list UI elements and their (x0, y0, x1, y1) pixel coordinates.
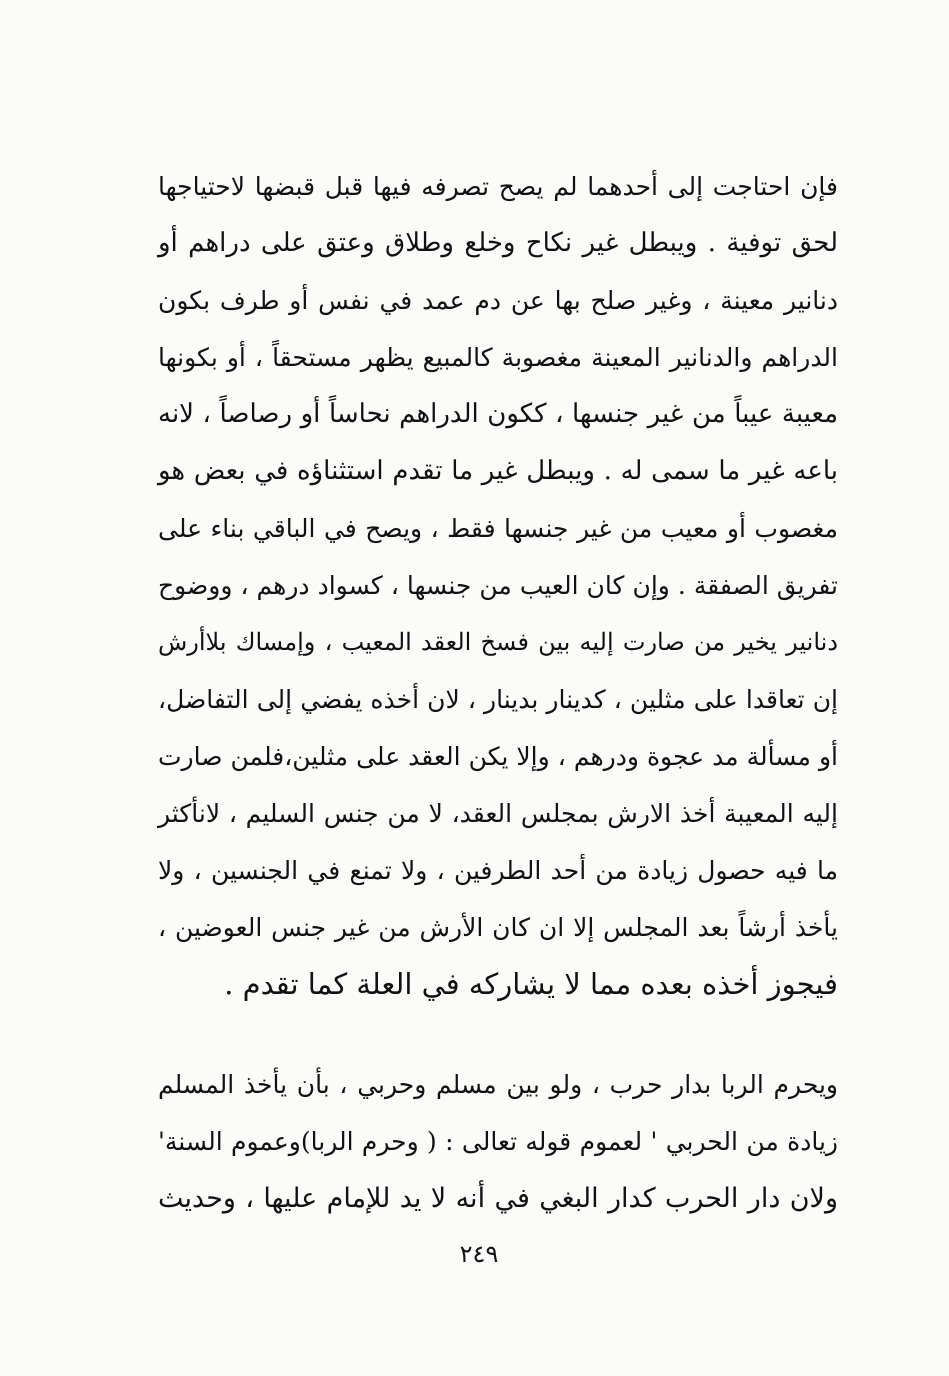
text-line: باعه غير ما سمى له . ويبطل غير ما تقدم استثناؤه في بعض هو (158, 456, 838, 486)
text-line: أو مسألة مد عجوة ودرهم ، وإلا يكن العقد على مثلين،فلمن صارت (158, 742, 838, 771)
paragraph-2 (158, 1056, 838, 1227)
text-line: دنانير معينة ، وغير صلح بها عن دم عمد في نفس أو طرف بكون (158, 286, 838, 315)
text-line: الدراهم والدنانير المعينة مغصوبة كالمبيع يظهر مستحقاً ، أو بكونها (158, 343, 838, 372)
text-line: لحق توفية . ويبطل غير نكاح وخلع وطلاق وعتق على دراهم أو (158, 228, 838, 258)
text-line: معيبة عيباً من غير جنسها ، ككون الدراهم نحاساً أو رصاصاً ، لانه (158, 399, 838, 429)
page-number: ٢٤٩ (459, 1240, 499, 1268)
text-line: دنانير يخير من صارت إليه بين فسخ العقد المعيب ، وإمساك بلاأرش (158, 628, 839, 656)
text-line: يأخذ أرشاً بعد المجلس إلا ان كان الأرش من غير جنس العوضين ، (158, 913, 838, 942)
paragraph-1 (158, 158, 838, 1013)
text-line: فيجوز أخذه بعده مما لا يشاركه في العلة كما تقدم . (224, 967, 838, 1001)
text-line: ما فيه حصول زيادة من أحد الطرفين ، ولا تمنع في الجنسين ، ولا (158, 856, 838, 885)
text-line: زيادة من الحربي ' لعموم قوله تعالى : ( وحرم الربا)وعموم السنة' (158, 1127, 838, 1156)
text-line: مغصوب أو معيب من غير جنسها فقط ، ويصح في الباقي بناء على (158, 514, 838, 543)
text-line: ويحرم الربا بدار حرب ، ولو بين مسلم وحربي ، بأن يأخذ المسلم (158, 1070, 838, 1099)
text-line: إن تعاقدا على مثلين ، كدينار بدينار ، لان أخذه يفضي إلى التفاضل، (158, 685, 838, 714)
text-line: تفريق الصفقة . وإن كان العيب من جنسها ، كسواد درهم ، ووضوح (158, 571, 838, 600)
text-line: ولان دار الحرب كدار البغي في أنه لا يد للإمام عليها ، وحديث (158, 1183, 838, 1214)
text-line: إليه المعيبة أخذ الارش بمجلس العقد، لا من جنس السليم ، لانأكثر (158, 799, 838, 828)
text-line: فإن احتاجت إلى أحدهما لم يصح تصرفه فيها قبل قبضها لاحتياجها (158, 172, 838, 201)
